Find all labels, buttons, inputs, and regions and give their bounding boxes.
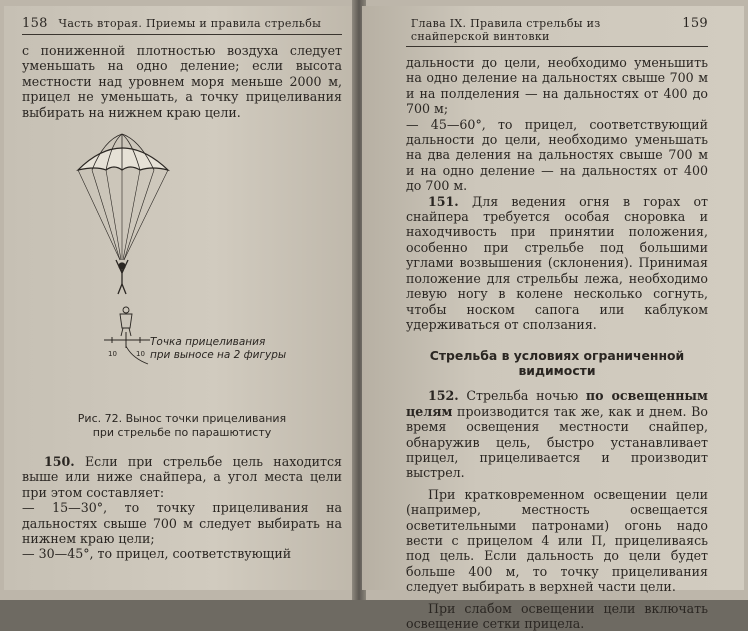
right-page xyxy=(362,6,744,631)
figure-annotation xyxy=(150,336,286,362)
paragraph-151-number: 151. xyxy=(428,193,459,209)
left-page xyxy=(4,6,356,590)
reticle-icon xyxy=(104,332,150,348)
paragraph-150 xyxy=(22,454,342,500)
paragraph-151 xyxy=(406,194,708,333)
right-running-head: Глава IX. Правила стрельбы из снайперской винтовки xyxy=(410,17,601,43)
left-running-head: Часть вторая. Приемы и правила стрельбы xyxy=(58,17,322,30)
paragraph-152-number: 152. xyxy=(428,388,459,404)
left-top-paragraph: с пониженной плотностью воздуха следует уменьшать на одно деление; если высота местности над уровнем моря меньше 2000 м, прицел не уменьшать, а точку прицеливания выбирать на нижнем краю цели. xyxy=(22,43,342,120)
paragraph-150-text: Если при стрельбе цель находится выше или ниже снайпера, а угол места цели при этом составляет: xyxy=(22,454,342,500)
paragraph-150-item2: — 30—45°, то прицел, соответствующий xyxy=(22,546,292,562)
parachute-illustration xyxy=(22,126,342,406)
paragraph-152-pre: Стрельба ночью xyxy=(458,388,586,404)
paragraph-152-bold: по освещенным целям xyxy=(406,388,708,419)
paragraph-150-item1: — 15—30°, то точку прицеливания на дальностях свыше 700 м следует выбирать на нижнем краю цели; xyxy=(22,500,342,547)
paragraph-152-post: производится так же, как и днем. Во время освещения местности снайпер, обнаружив цель, быстро устанавливает прицел, прицеливается и производит выстрел. xyxy=(406,403,708,481)
paragraph-151-text: Для ведения огня в горах от снайпера требуется особая сноровка и находчивость при принятии положения, особенно при стрельбе под большими углами возвышения (склонения). Принимая положение для стрельбы лежа, необходимо левую ногу в колене несколько согнуть, чтобы носком сапога или каблуком удерживаться от сползания. xyxy=(406,193,708,332)
parachutist-icon xyxy=(116,260,128,294)
item-45-60: — 45—60°, то прицел, соответствующий дальности до цели, необходимо уменьшать на два деления на дальностях свыше 700 м и на одно деление — на дальностях от 400 до 700 м. xyxy=(406,116,708,194)
figure-caption-line1: Рис. 72. Вынос точки прицеливания xyxy=(77,412,287,426)
paragraph-illumination: При кратковременном освещении цели (например, местность освещается осветительными патронами) огонь надо вести с прицелом 4 или П, прицеливаясь под цель. Если дальность до цели будет больше 400 м, то точку прицеливания следует выбирать в верхней части цели. xyxy=(406,486,708,595)
left-running-header xyxy=(22,16,342,35)
paragraph-weak-light: При слабом освещении цели включать освещение сетки прицела. xyxy=(406,600,708,631)
paragraph-152 xyxy=(406,388,708,480)
parachutist-figure xyxy=(22,126,342,406)
right-page-number: 159 xyxy=(682,16,708,31)
section-title-line2: видимости xyxy=(518,363,596,379)
right-top-paragraph: дальности до цели, необходимо уменьшить на одно деление на дальностях свыше 700 м и на полделения — на дальностях от 400 до 700 м; xyxy=(406,55,708,117)
figure-annotation-line2: при выносе на 2 фигуры xyxy=(150,349,287,362)
section-title xyxy=(406,348,708,378)
second-figure-outline xyxy=(120,307,132,336)
right-running-header xyxy=(406,16,708,47)
figure-caption xyxy=(22,412,342,440)
figure-caption-line2: при стрельбе по парашютисту xyxy=(92,426,272,440)
paragraph-150-number: 150. xyxy=(44,454,75,470)
section-title-line1: Стрельба в условиях ограниченной xyxy=(429,348,685,364)
tick-label-left: 10 xyxy=(108,350,117,359)
left-page-number: 158 xyxy=(22,16,48,31)
figure-annotation-line1: Точка прицеливания xyxy=(150,336,266,349)
tick-label-right: 10 xyxy=(136,350,145,359)
